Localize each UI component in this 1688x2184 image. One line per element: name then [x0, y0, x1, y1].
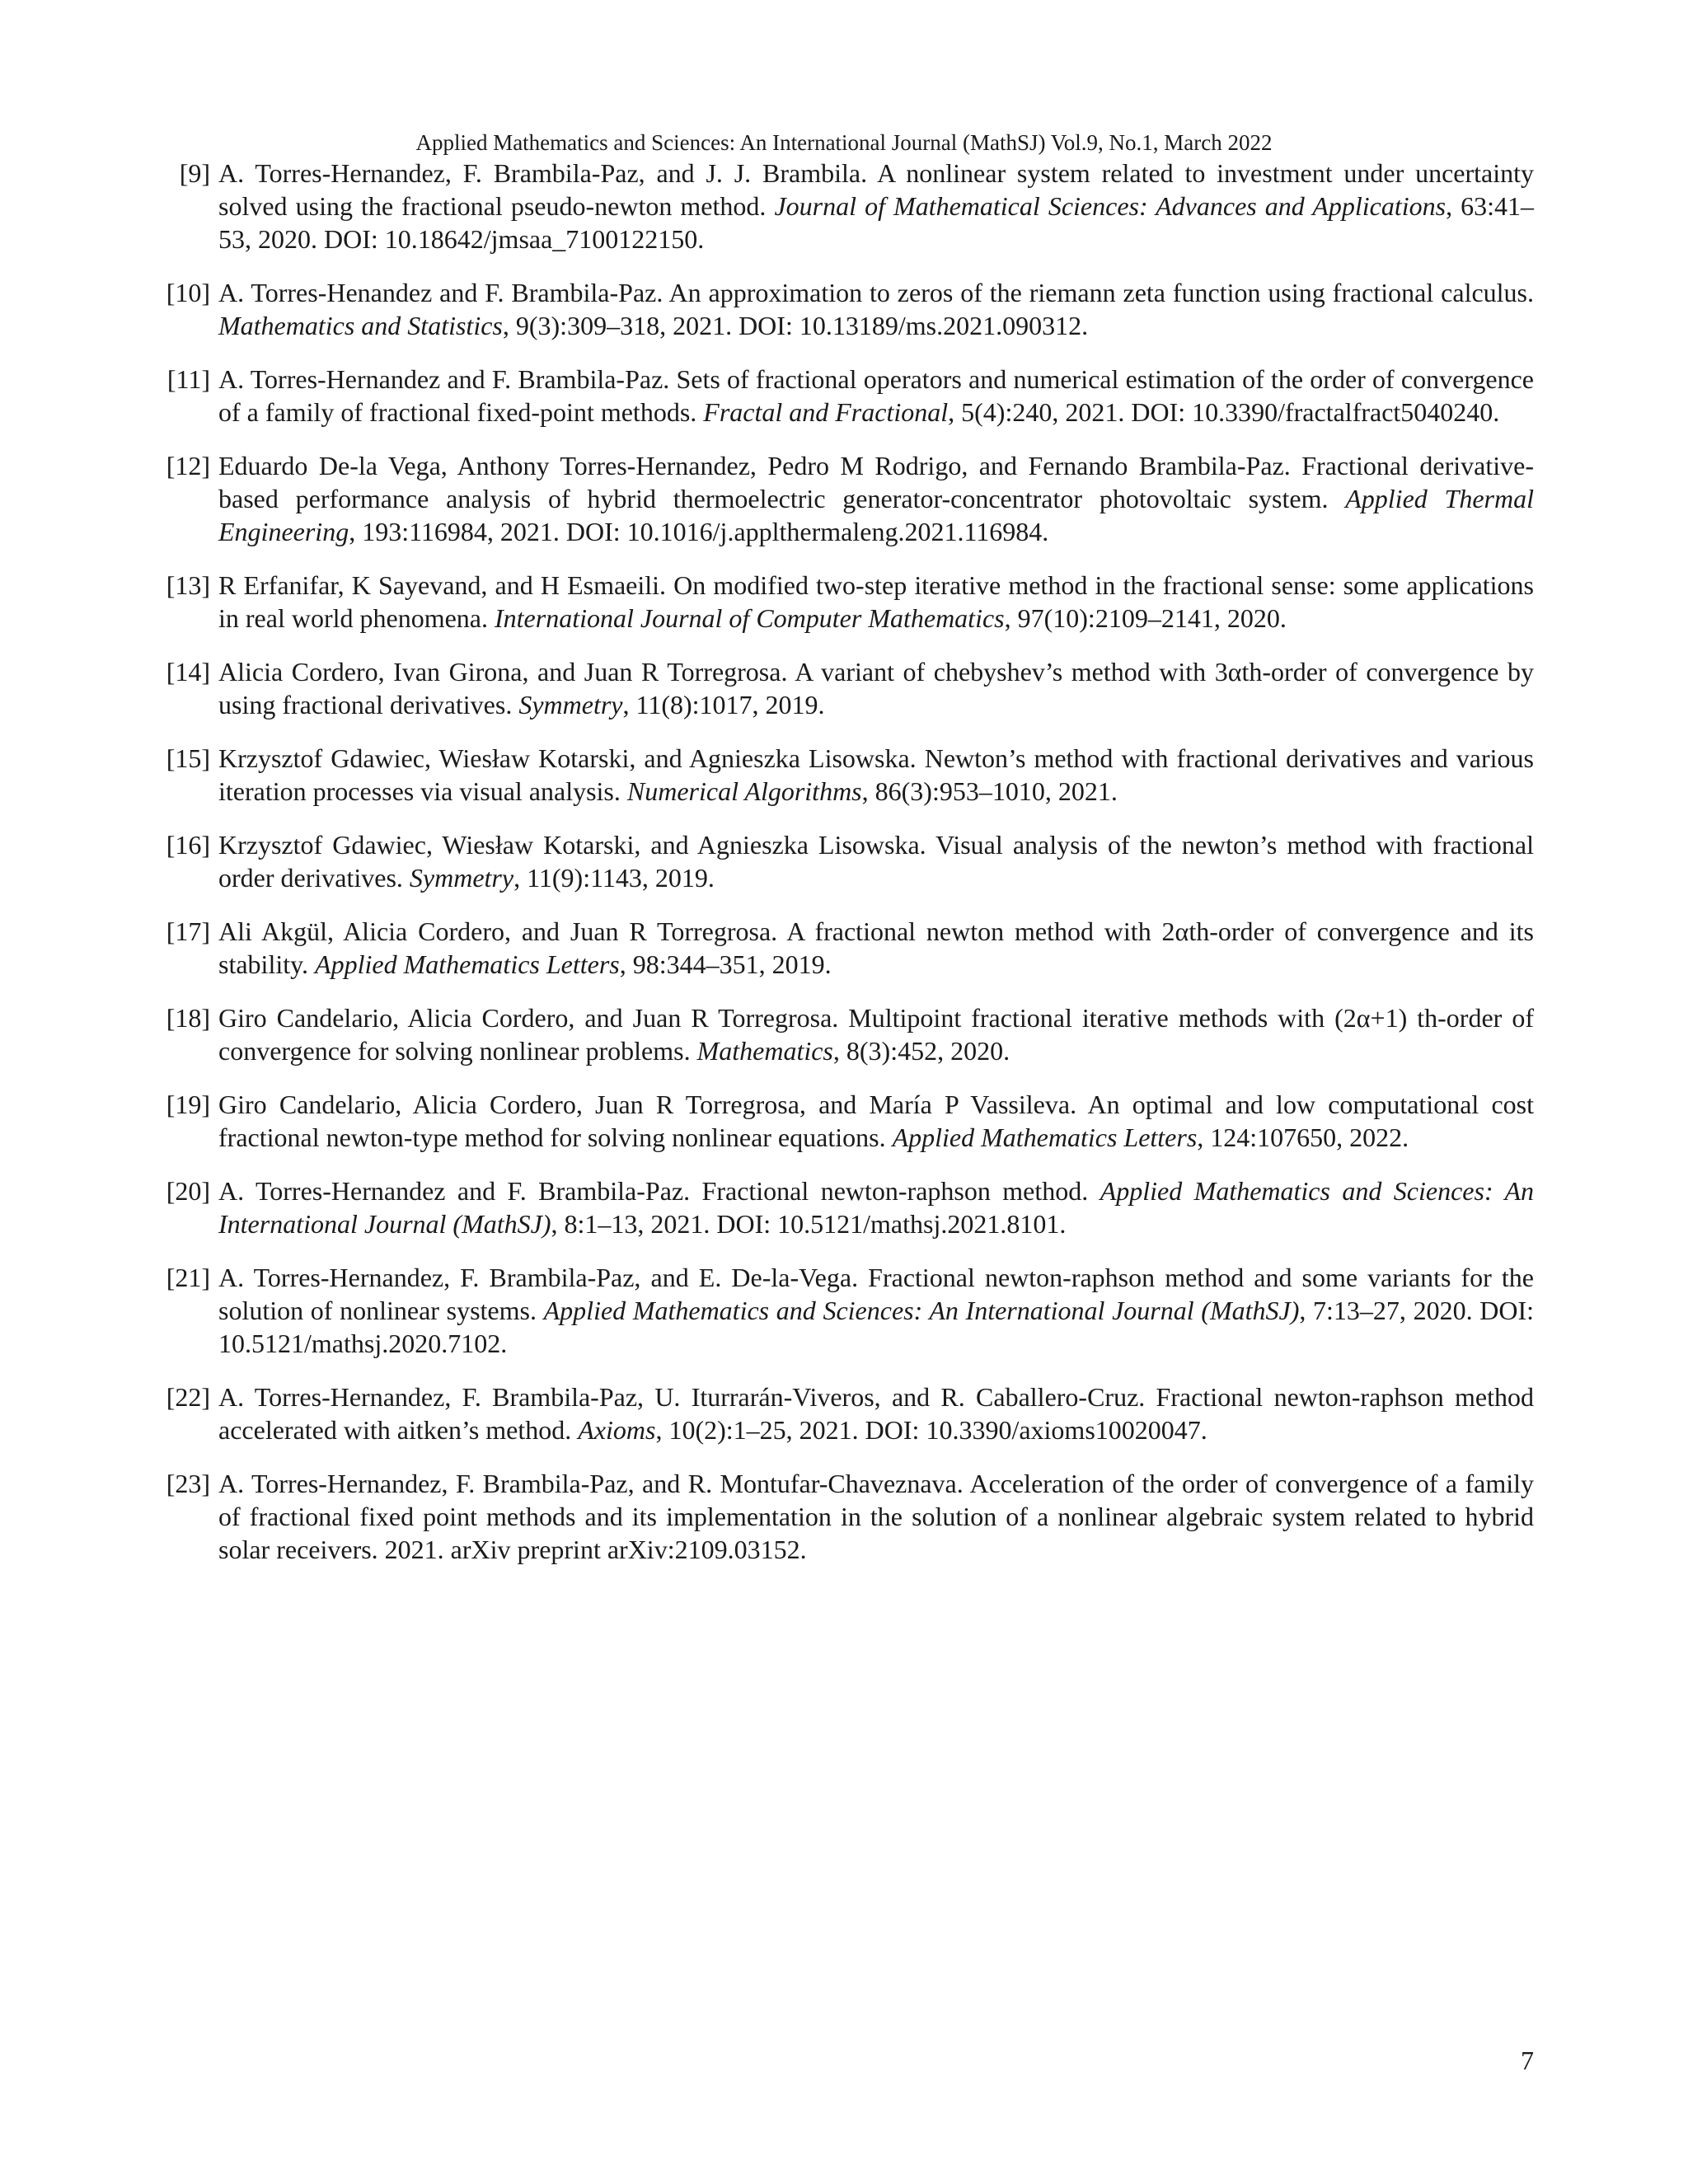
reference-text: Ali Akgül, Alicia Cordero, and Juan R Torregrosa. A fractional newton method with 2αth-order of convergence and its stability.	[218, 916, 1534, 979]
reference-text: R Erfanifar, K Sayevand, and H Esmaeili. On modified two-step iterative method in the fractional sense: some applications in real world phenomena.	[218, 570, 1534, 633]
running-header: Applied Mathematics and Sciences: An International Journal (MathSJ) Vol.9, No.1, March 2022	[415, 130, 1273, 155]
reference-body	[218, 1469, 1534, 1564]
reference-text: Eduardo De-la Vega, Anthony Torres-Hernandez, Pedro M Rodrigo, and Fernando Brambila-Paz. Fractional derivative-based performance analysis of hybrid thermoelectric generator-concentrator photovoltaic system.	[218, 451, 1534, 513]
reference-item	[164, 449, 1534, 548]
reference-item	[164, 742, 1534, 808]
reference-text: Krzysztof Gdawiec, Wiesław Kotarski, and Agnieszka Lisowska. Visual analysis of the newton’s method with fractional order derivatives.	[218, 830, 1534, 893]
reference-venue: International Journal of Computer Mathematics	[495, 603, 1005, 633]
reference-number: [10]	[166, 278, 210, 307]
reference-body	[218, 1003, 1534, 1066]
reference-number: [9]	[179, 158, 210, 188]
reference-body	[218, 743, 1534, 806]
reference-venue: Applied Mathematics and Sciences: An International Journal (MathSJ)	[218, 1176, 1535, 1239]
reference-item	[164, 1001, 1534, 1067]
reference-text: A. Torres-Hernandez, F. Brambila-Paz, and J. J. Brambila. A nonlinear system related to investment under uncertainty solved using the fractional pseudo-newton method.	[218, 158, 1534, 221]
reference-details: , 8:1–13, 2021. DOI: 10.5121/mathsj.2021.8101.	[551, 1209, 1067, 1239]
reference-text: Krzysztof Gdawiec, Wiesław Kotarski, and Agnieszka Lisowska. Newton’s method with fractional derivatives and various iteration processes via visual analysis.	[218, 743, 1534, 806]
reference-details: , 11(8):1017, 2019.	[622, 690, 825, 719]
reference-number: [12]	[166, 451, 210, 480]
reference-body	[218, 158, 1534, 254]
reference-body	[218, 657, 1534, 719]
reference-item	[164, 1088, 1534, 1154]
page-number: 7	[1521, 2046, 1534, 2075]
reference-body	[218, 1176, 1534, 1239]
reference-body	[218, 830, 1534, 893]
reference-venue: Symmetry	[409, 863, 514, 893]
reference-text: A. Torres-Hernandez, F. Brambila-Paz, and E. De-la-Vega. Fractional newton-raphson method and some variants for the solution of nonlinear systems.	[218, 1263, 1534, 1325]
reference-item	[164, 363, 1534, 429]
reference-text: A. Torres-Henandez and F. Brambila-Paz. An approximation to zeros of the riemann zeta function using fractional calculus.	[218, 278, 1534, 307]
reference-text: A. Torres-Hernandez and F. Brambila-Paz. Fractional newton-raphson method.	[218, 1176, 1100, 1206]
reference-body	[218, 451, 1534, 546]
reference-number: [22]	[166, 1382, 210, 1412]
reference-item	[164, 1467, 1534, 1566]
reference-body	[218, 1382, 1534, 1445]
reference-venue: Axioms	[578, 1415, 656, 1445]
reference-number: [20]	[166, 1176, 210, 1206]
reference-item	[164, 828, 1534, 894]
reference-number: [21]	[166, 1263, 210, 1292]
reference-list	[164, 157, 1534, 1586]
reference-number: [16]	[166, 830, 210, 860]
reference-details: , 10(2):1–25, 2021. DOI: 10.3390/axioms10020047.	[655, 1415, 1207, 1445]
reference-number: [11]	[166, 364, 210, 394]
reference-venue: Fractal and Fractional	[703, 397, 949, 427]
reference-venue: Mathematics and Statistics	[218, 311, 503, 340]
reference-item	[164, 1380, 1534, 1446]
reference-body	[218, 1090, 1534, 1152]
reference-venue: Applied Mathematics and Sciences: An International Journal (MathSJ)	[543, 1296, 1300, 1325]
reference-item	[164, 276, 1534, 342]
reference-venue: Applied Mathematics Letters	[315, 949, 620, 979]
reference-venue: Applied Mathematics Letters	[892, 1122, 1198, 1152]
reference-body	[218, 916, 1534, 979]
reference-number: [14]	[166, 657, 210, 687]
reference-details: , 7:13–27, 2020. DOI: 10.5121/mathsj.2020.7102.	[218, 1296, 1535, 1358]
reference-number: [15]	[166, 743, 210, 773]
reference-body	[218, 278, 1534, 340]
reference-text: A. Torres-Hernandez, F. Brambila-Paz, and R. Montufar-Chaveznava. Acceleration of the order of convergence of a family of fractional fixed point methods and its implementation in the solution of a nonlinear algebraic system related to hybrid solar receivers. 2021. arXiv preprint arXiv:2109.03152.	[218, 1469, 1534, 1564]
reference-body	[218, 570, 1534, 633]
reference-text: Giro Candelario, Alicia Cordero, Juan R Torregrosa, and María P Vassileva. An optimal and low computational cost fractional newton-type method for solving nonlinear equations.	[218, 1090, 1534, 1152]
reference-details: , 86(3):953–1010, 2021.	[861, 776, 1118, 806]
reference-number: [23]	[166, 1469, 210, 1498]
reference-body	[218, 1263, 1534, 1358]
reference-details: , 124:107650, 2022.	[1197, 1122, 1409, 1152]
reference-venue: Applied Thermal Engineering	[218, 484, 1534, 546]
reference-item	[164, 915, 1534, 981]
reference-details: , 98:344–351, 2019.	[619, 949, 832, 979]
reference-number: [13]	[166, 570, 210, 600]
reference-details: , 8(3):452, 2020.	[832, 1036, 1010, 1066]
reference-item	[164, 655, 1534, 721]
reference-item	[164, 157, 1534, 255]
reference-venue: Symmetry	[518, 690, 623, 719]
reference-number: [17]	[166, 916, 210, 946]
reference-details: , 97(10):2109–2141, 2020.	[1004, 603, 1287, 633]
reference-details: , 63:41–53, 2020. DOI: 10.18642/jmsaa_7100122150.	[218, 191, 1535, 254]
reference-venue: Mathematics	[696, 1036, 833, 1066]
reference-details: , 9(3):309–318, 2021. DOI: 10.13189/ms.2021.090312.	[502, 311, 1089, 340]
reference-details: , 193:116984, 2021. DOI: 10.1016/j.applthermaleng.2021.116984.	[349, 517, 1049, 546]
reference-venue: Journal of Mathematical Sciences: Advances and Applications	[774, 191, 1447, 221]
reference-item	[164, 1174, 1534, 1240]
reference-item	[164, 1261, 1534, 1360]
reference-text: Alicia Cordero, Ivan Girona, and Juan R Torregrosa. A variant of chebyshev’s method with 3αth-order of convergence by using fractional derivatives.	[218, 657, 1534, 719]
reference-number: [19]	[166, 1090, 210, 1119]
reference-details: , 11(9):1143, 2019.	[513, 863, 715, 893]
reference-venue: Numerical Algorithms	[626, 776, 862, 806]
reference-number: [18]	[166, 1003, 210, 1033]
reference-details: , 5(4):240, 2021. DOI: 10.3390/fractalfract5040240.	[948, 397, 1500, 427]
reference-text: A. Torres-Hernandez and F. Brambila-Paz. Sets of fractional operators and numerical estimation of the order of convergence of a family of fractional fixed-point methods.	[218, 364, 1534, 427]
reference-text: Giro Candelario, Alicia Cordero, and Juan R Torregrosa. Multipoint fractional iterative methods with (2α+1) th-order of convergence for solving nonlinear problems.	[218, 1003, 1534, 1066]
reference-body	[218, 364, 1534, 427]
reference-text: A. Torres-Hernandez, F. Brambila-Paz, U. Iturrarán-Viveros, and R. Caballero-Cruz. Fractional newton-raphson method accelerated with aitken’s method.	[218, 1382, 1534, 1445]
reference-item	[164, 569, 1534, 635]
